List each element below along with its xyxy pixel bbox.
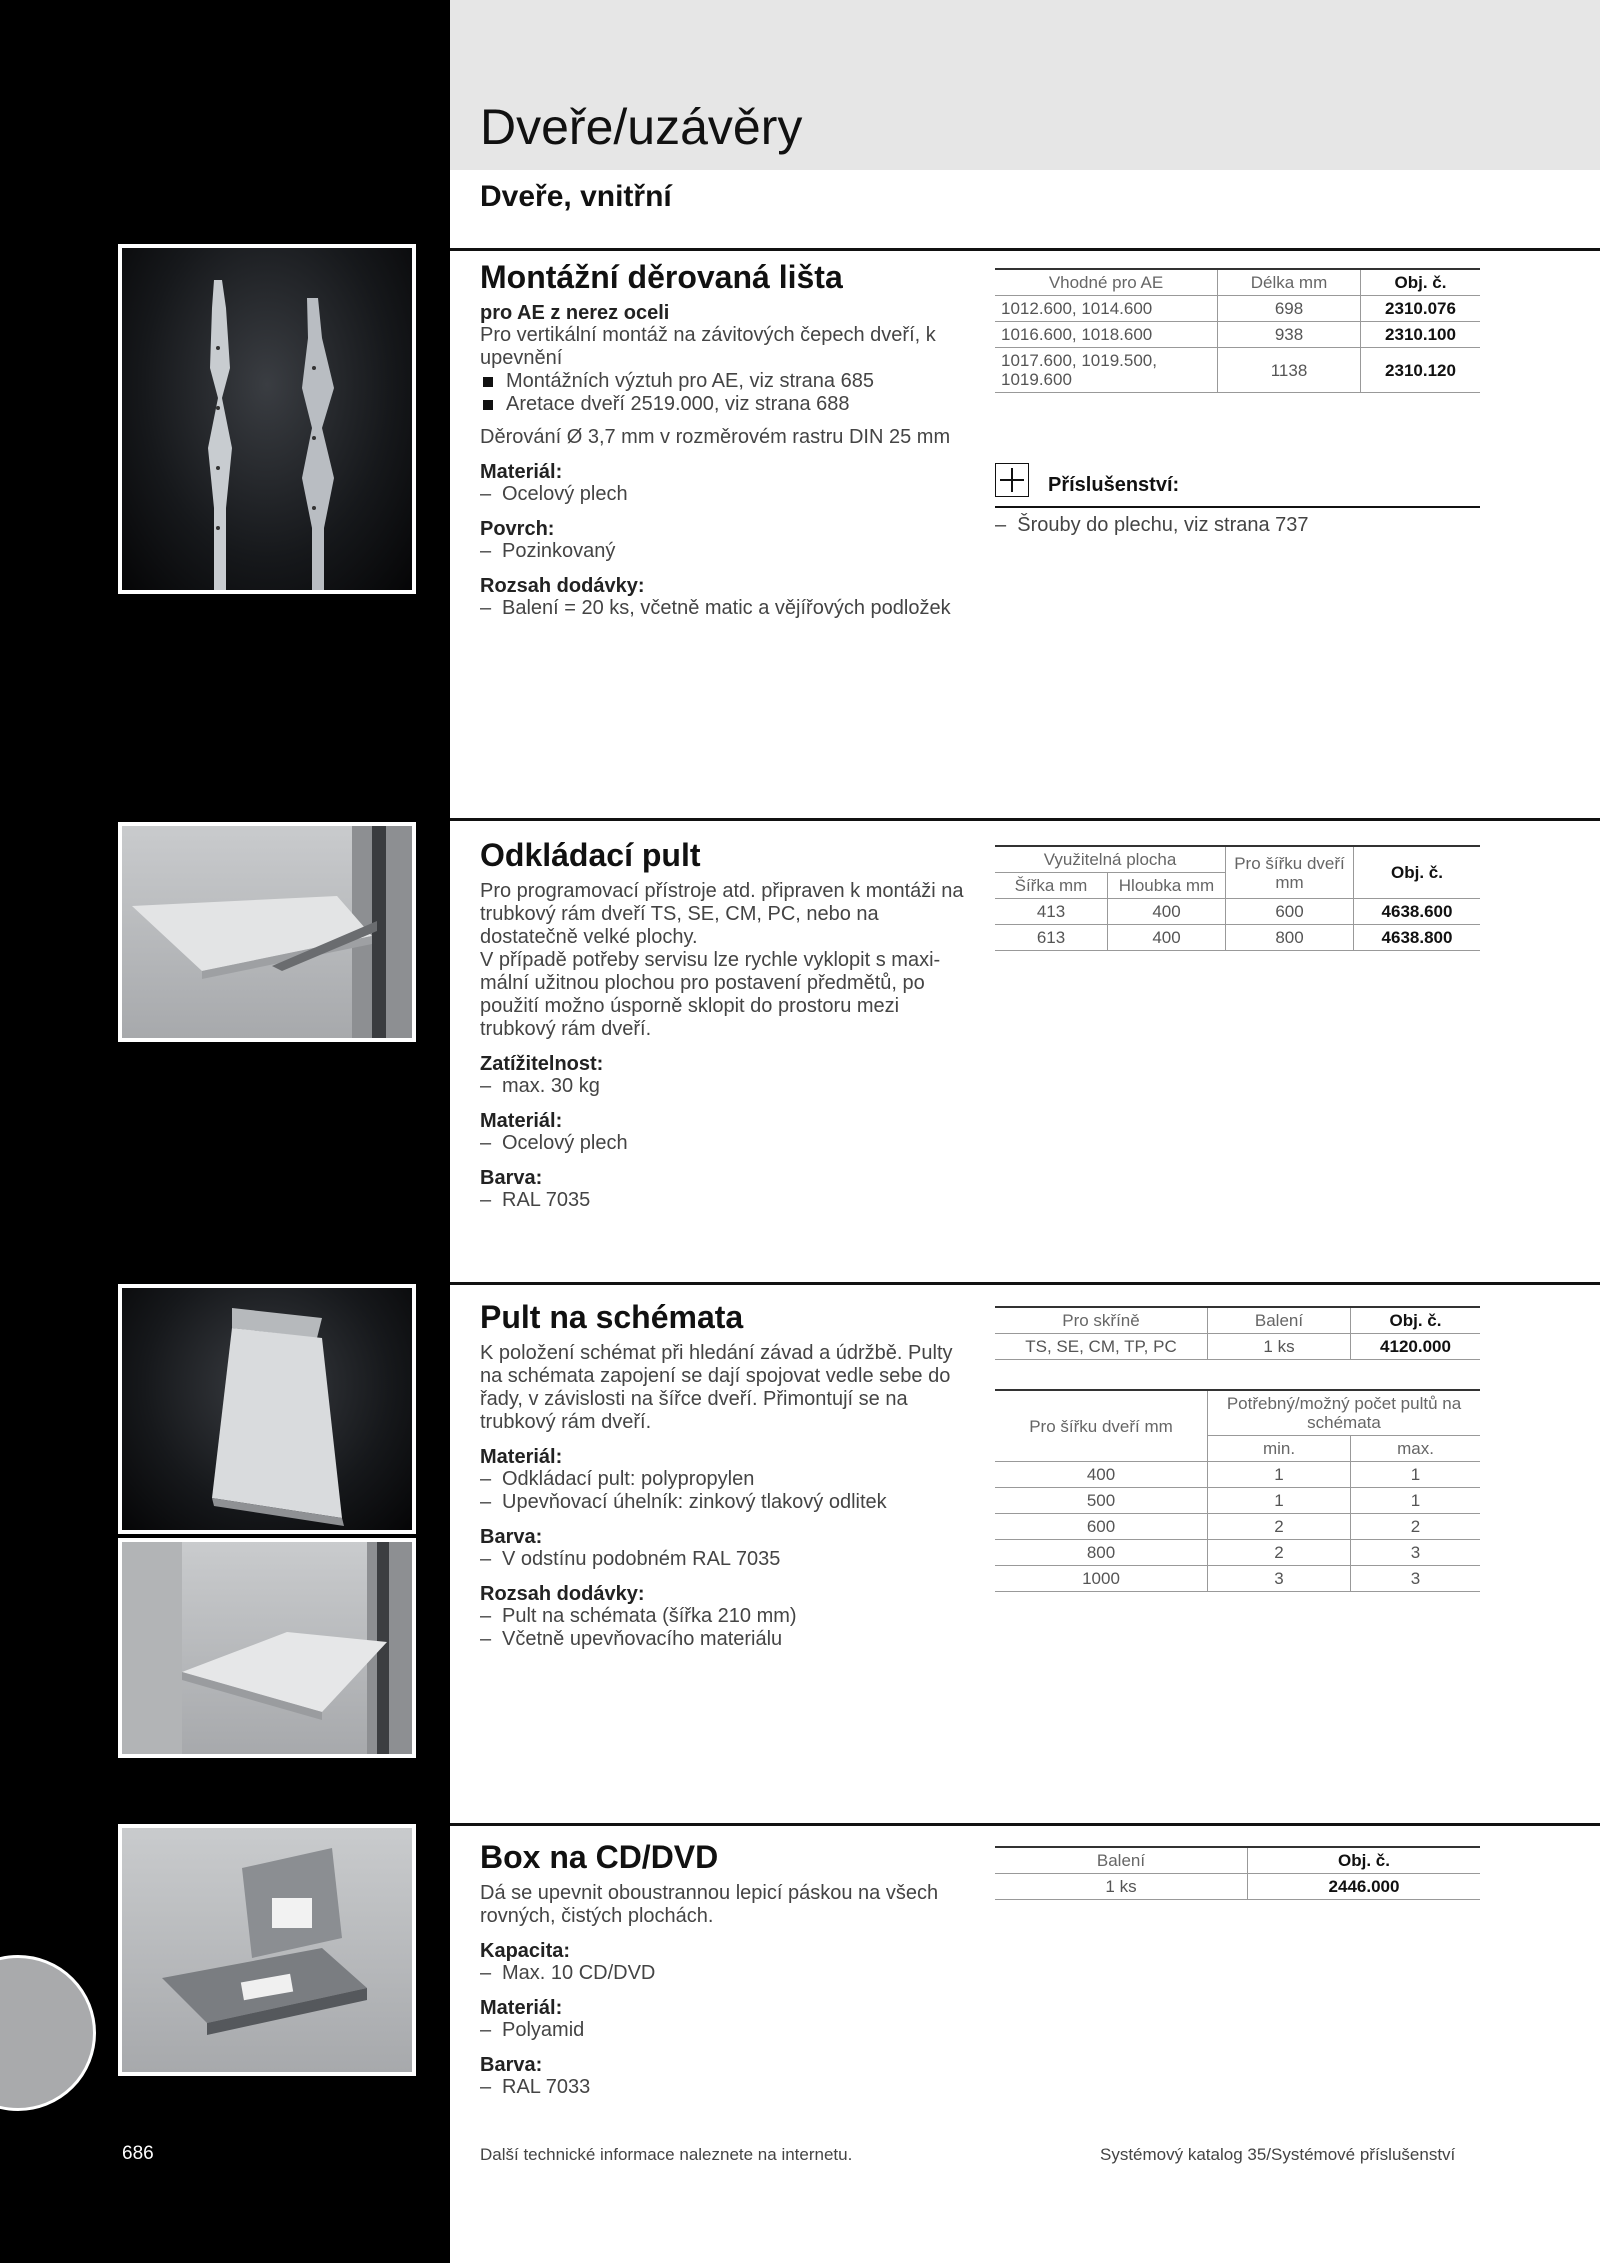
- section-title: Pult na schémata: [480, 1299, 744, 1335]
- col-header: Hloubka mm: [1108, 873, 1226, 899]
- table-cell: 600: [995, 1514, 1208, 1540]
- cd-box-photo: [118, 1824, 416, 2076]
- table-cell: 400: [995, 1462, 1208, 1488]
- material-label: Materiál:: [480, 1997, 563, 2019]
- table-row: [995, 1514, 1480, 1540]
- table-row: [995, 925, 1480, 951]
- section-shelf: [480, 836, 970, 1212]
- description: Pro vertikální montáž na závitových čepech dveří, k upevnění: [480, 324, 936, 369]
- section-title: Montážní děrovaná lišta: [480, 259, 843, 295]
- col-header: Vhodné pro AE: [995, 269, 1218, 296]
- table-cell: 2310.076: [1361, 296, 1481, 322]
- col-header: Délka mm: [1218, 269, 1361, 296]
- material-label: Materiál:: [480, 1446, 563, 1468]
- section-subtitle: pro AE z nerez oceli: [480, 302, 670, 324]
- table-cell: 1: [1208, 1462, 1351, 1488]
- table-row: [995, 322, 1480, 348]
- section-divider: [450, 818, 1600, 821]
- table-row: [995, 348, 1480, 393]
- section-schematic-holder: [480, 1298, 970, 1651]
- load-value: – max. 30 kg: [480, 1075, 970, 1098]
- table-cell: 2: [1351, 1514, 1481, 1540]
- table-cell: 1016.600, 1018.600: [995, 322, 1218, 348]
- table-cell: 3: [1351, 1540, 1481, 1566]
- section-title: Box na CD/DVD: [480, 1839, 719, 1875]
- table-cell: 2: [1208, 1540, 1351, 1566]
- material-value: – Odkládací pult: polypropylen: [480, 1468, 970, 1491]
- table-cell: 1 ks: [1208, 1334, 1351, 1360]
- material-label: Materiál:: [480, 461, 563, 483]
- table-cell: 3: [1208, 1566, 1351, 1592]
- description: Pro programovací přístroje atd. připraven k montáži na trubkový rám dveří TS, SE, CM, PC, nebo na dostatečně velké plochy.: [480, 880, 964, 948]
- spec-table-widths: [995, 1389, 1480, 1592]
- color-label: Barva:: [480, 1526, 543, 1548]
- scope-label: Rozsah dodávky:: [480, 1583, 645, 1605]
- col-header: Obj. č.: [1248, 1847, 1481, 1874]
- color-label: Barva:: [480, 2054, 543, 2076]
- col-header: Pro šířku dveří mm: [1226, 846, 1354, 899]
- table-cell: 600: [1226, 899, 1354, 925]
- table-cell: 2: [1208, 1514, 1351, 1540]
- col-header: Šířka mm: [995, 873, 1108, 899]
- table-cell: 1017.600, 1019.500, 1019.600: [995, 348, 1218, 393]
- bullet-list: [480, 370, 970, 416]
- accessories-item-text: Šrouby do plechu, viz strana 737: [1017, 514, 1309, 536]
- section-divider: [450, 248, 1600, 251]
- description: K položení schémat při hledání závad a údržbě. Pulty na schémata zapojení se dají spojovat vedle sebe do řady, v závislosti na šířce dveří. Přimontují se na trubkový rám dveří.: [480, 1342, 953, 1433]
- table-row: [995, 1566, 1480, 1592]
- color-label: Barva:: [480, 1167, 543, 1189]
- table-cell: 800: [995, 1540, 1208, 1566]
- table-row: [995, 1488, 1480, 1514]
- description: Dá se upevnit oboustrannou lepicí páskou na všech rovných, čistých plochách.: [480, 1882, 939, 1927]
- material-value: – Ocelový plech: [480, 483, 970, 506]
- mounting-rail-photo: [118, 244, 416, 594]
- col-header: Pro skříně: [995, 1307, 1208, 1334]
- table-cell: TS, SE, CM, TP, PC: [995, 1334, 1208, 1360]
- table-cell: 613: [995, 925, 1108, 951]
- table-cell: 4638.800: [1354, 925, 1481, 951]
- col-header: Obj. č.: [1361, 269, 1481, 296]
- scope-label: Rozsah dodávky:: [480, 575, 645, 597]
- table-cell: 413: [995, 899, 1108, 925]
- table-cell: 1 ks: [995, 1874, 1248, 1900]
- spec-table-schematic: [995, 1306, 1480, 1360]
- table-cell: 3: [1351, 1566, 1481, 1592]
- section-title: Odkládací pult: [480, 837, 701, 873]
- table-cell: 500: [995, 1488, 1208, 1514]
- material-value: – Ocelový plech: [480, 1132, 970, 1155]
- capacity-value: – Max. 10 CD/DVD: [480, 1962, 970, 1985]
- color-value: – RAL 7033: [480, 2076, 970, 2099]
- capacity-label: Kapacita:: [480, 1940, 571, 1962]
- col-group-header: Využitelná plocha: [995, 846, 1226, 873]
- col-group-header: Potřebný/možný počet pultů na schémata: [1208, 1390, 1481, 1436]
- section-divider: [450, 1282, 1600, 1285]
- section-cd-box: [480, 1838, 970, 2099]
- section-mounting-rail: [480, 258, 970, 620]
- table-cell: 2310.120: [1361, 348, 1481, 393]
- spec-table-rail: [995, 268, 1480, 393]
- accessories-rule: [995, 506, 1480, 508]
- schematic-holder-photo: [118, 1284, 416, 1534]
- schematic-holder-mounted-photo: [118, 1538, 416, 1758]
- col-header: max.: [1351, 1436, 1481, 1462]
- footer-info: Další technické informace naleznete na internetu.: [480, 2145, 853, 2164]
- col-header: min.: [1208, 1436, 1351, 1462]
- color-value: – RAL 7035: [480, 1189, 970, 1212]
- table-row: [995, 296, 1480, 322]
- spec-table-cdbox: [995, 1846, 1480, 1900]
- col-header: Pro šířku dveří mm: [995, 1390, 1208, 1462]
- load-label: Zatížitelnost:: [480, 1053, 604, 1075]
- table-cell: 2446.000: [1248, 1874, 1481, 1900]
- table-cell: 400: [1108, 899, 1226, 925]
- table-cell: 1: [1351, 1462, 1481, 1488]
- material-label: Materiál:: [480, 1110, 563, 1132]
- table-row: [995, 1334, 1480, 1360]
- scope-value: – Balení = 20 ks, včetně matic a vějířových podložek: [480, 597, 970, 620]
- col-header: Balení: [995, 1847, 1248, 1874]
- table-row: [995, 1874, 1480, 1900]
- page-title: Dveře/uzávěry: [480, 99, 803, 155]
- table-cell: 400: [1108, 925, 1226, 951]
- table-cell: 1: [1351, 1488, 1481, 1514]
- page-subtitle: Dveře, vnitřní: [480, 180, 672, 213]
- table-cell: 4120.000: [1351, 1334, 1481, 1360]
- table-cell: 1000: [995, 1566, 1208, 1592]
- plus-icon: [995, 463, 1029, 497]
- table-cell: 698: [1218, 296, 1361, 322]
- perforation-text: Děrování Ø 3,7 mm v rozměrovém rastru DIN 25 mm: [480, 426, 951, 448]
- page-number: 686: [122, 2143, 154, 2164]
- description-2: V případě potřeby servisu lze rychle vyklopit s maxi- mální užitnou plochou pro postavení předmětů, po použití možno úsporně sklopit do prostoru mezi trubkový rám dveří.: [480, 949, 941, 1040]
- bullet-item: Aretace dveří 2519.000, viz strana 688: [480, 393, 970, 416]
- table-cell: 2310.100: [1361, 322, 1481, 348]
- section-divider: [450, 1823, 1600, 1826]
- surface-value: – Pozinkovaný: [480, 540, 970, 563]
- table-cell: 1: [1208, 1488, 1351, 1514]
- table-cell: 4638.600: [1354, 899, 1481, 925]
- col-header: Obj. č.: [1354, 846, 1481, 899]
- footer-catalog: Systémový katalog 35/Systémové příslušenství: [1100, 2145, 1456, 2164]
- table-row: [995, 899, 1480, 925]
- scope-value: – Pult na schémata (šířka 210 mm): [480, 1605, 970, 1628]
- bullet-item: Montážních výztuh pro AE, viz strana 685: [480, 370, 970, 393]
- surface-label: Povrch:: [480, 518, 555, 540]
- accessories-title: Příslušenství:: [1048, 474, 1180, 496]
- scope-value: – Včetně upevňovacího materiálu: [480, 1628, 970, 1651]
- table-cell: 800: [1226, 925, 1354, 951]
- shelf-photo: [118, 822, 416, 1042]
- table-row: [995, 1540, 1480, 1566]
- table-cell: 938: [1218, 322, 1361, 348]
- accessories-item: – Šrouby do plechu, viz strana 737: [995, 514, 1309, 536]
- spec-table-shelf: [995, 845, 1480, 951]
- table-row: [995, 1462, 1480, 1488]
- color-value: – V odstínu podobném RAL 7035: [480, 1548, 970, 1571]
- material-value: – Upevňovací úhelník: zinkový tlakový odlitek: [480, 1491, 970, 1514]
- col-header: Obj. č.: [1351, 1307, 1481, 1334]
- table-cell: 1138: [1218, 348, 1361, 393]
- material-value: – Polyamid: [480, 2019, 970, 2042]
- col-header: Balení: [1208, 1307, 1351, 1334]
- table-cell: 1012.600, 1014.600: [995, 296, 1218, 322]
